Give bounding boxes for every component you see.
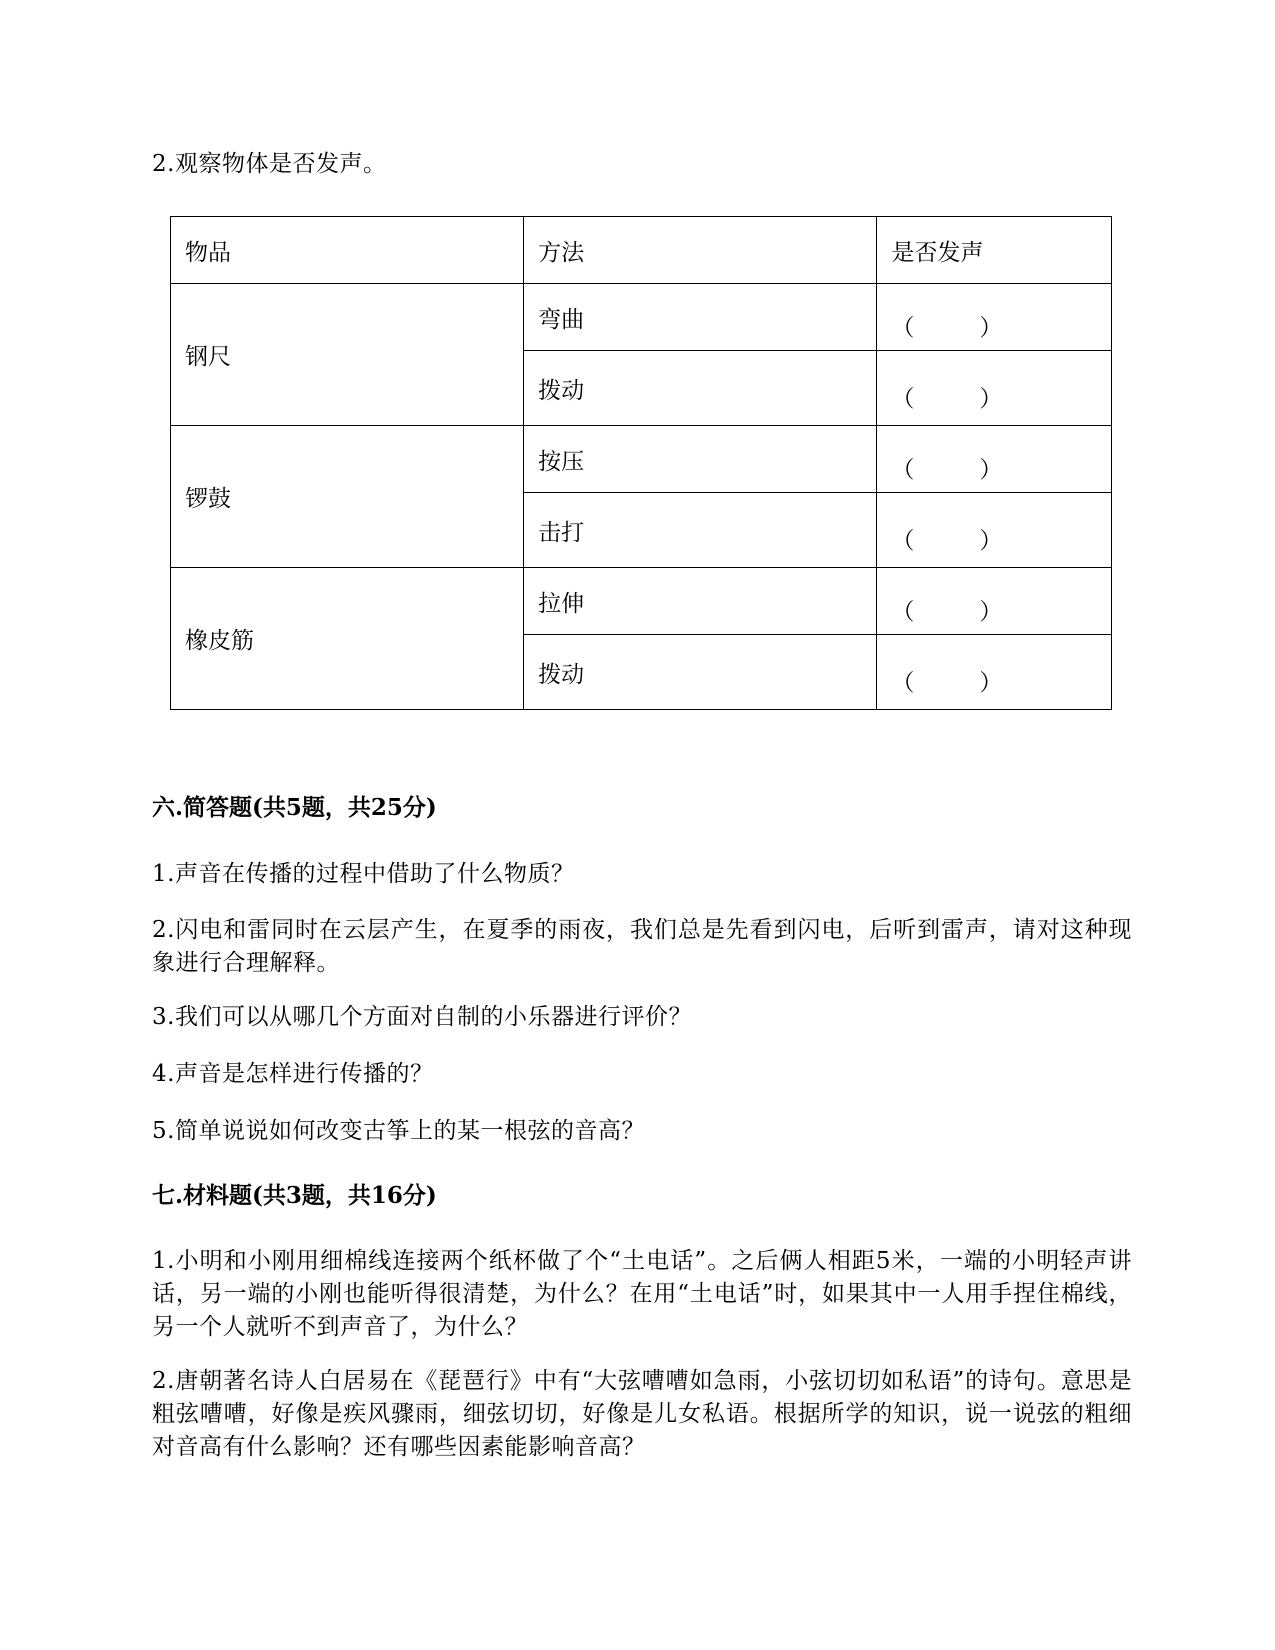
method-cell: 拨动 [524,351,877,426]
question-6-2: 2.闪电和雷同时在云层产生，在夏季的雨夜，我们总是先看到闪电，后听到雷声，请对这种现象进行合理解释。 [152,917,1132,976]
method-cell: 弯曲 [524,284,877,351]
header-method: 方法 [524,217,877,284]
method-cell: 拨动 [524,635,877,710]
question-7-2: 2.唐朝著名诗人白居易在《琵琶行》中有“大弦嘈嘈如急雨，小弦切切如私语”的诗句。意思是粗弦嘈嘈，好像是疾风骤雨，细弦切切，好像是儿女私语。根据所学的知识，说一说弦的粗细对音高有什么影响？还有哪些因素能影响音高？ [152,1368,1132,1460]
answer-blank[interactable]: （ ） [877,568,1112,635]
intro-text: 2.观察物体是否发声。 [152,151,387,177]
answer-blank[interactable]: （ ） [877,493,1112,568]
question-6-1: 1.声音在传播的过程中借助了什么物质？ [152,861,575,887]
answer-blank[interactable]: （ ） [877,284,1112,351]
item-cell: 钢尺 [171,284,524,426]
answer-blank[interactable]: （ ） [877,426,1112,493]
table-header-row [171,217,1112,284]
header-sound: 是否发声 [877,217,1112,284]
observation-table [170,216,1112,710]
method-cell: 按压 [524,426,877,493]
answer-blank[interactable]: （ ） [877,351,1112,426]
item-cell: 锣鼓 [171,426,524,568]
header-item: 物品 [171,217,524,284]
section-7-title: 七.材料题(共3题，共16分) [152,1182,437,1209]
section-6-title: 六.简答题(共5题，共25分) [152,794,437,821]
answer-blank[interactable]: （ ） [877,635,1112,710]
method-cell: 拉伸 [524,568,877,635]
table-row [171,568,1112,635]
question-6-3: 3.我们可以从哪几个方面对自制的小乐器进行评价？ [152,1004,692,1030]
table-row [171,426,1112,493]
table-row [171,284,1112,351]
question-6-5: 5.简单说说如何改变古筝上的某一根弦的音高？ [152,1118,645,1144]
question-7-1: 1.小明和小刚用细棉线连接两个纸杯做了个“土电话”。之后俩人相距5米，一端的小明轻声讲话，另一端的小刚也能听得很清楚，为什么？在用“土电话”时，如果其中一人用手捏住棉线，另一个人就听不到声音了，为什么？ [152,1248,1132,1340]
item-cell: 橡皮筋 [171,568,524,710]
method-cell: 击打 [524,493,877,568]
question-6-4: 4.声音是怎样进行传播的？ [152,1061,434,1087]
